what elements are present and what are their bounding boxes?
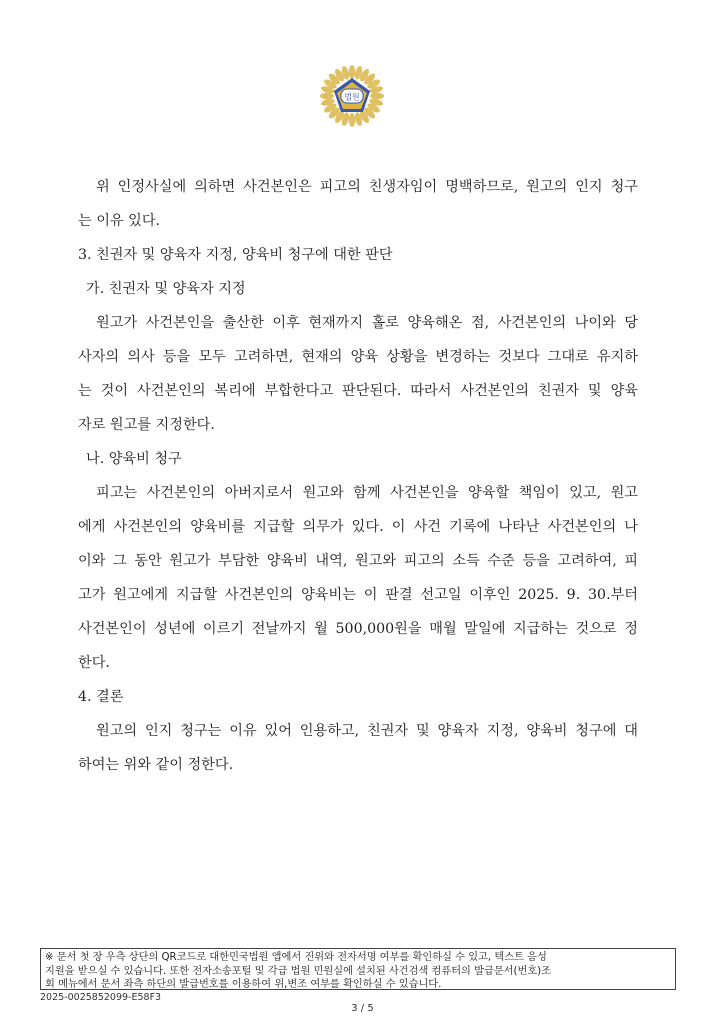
body-line: 사건본인이 성년에 이르기 전날까지 월 500,000원을 매월 말일에 지급하는 것으로 정 [78,621,638,637]
body-line: 원고의 인지 청구는 이유 있어 인용하고, 친권자 및 양육자 지정, 양육비 청구에 대 [96,723,638,739]
body-line: 자로 원고를 지정한다. [78,417,215,433]
page-number: 3 / 5 [351,1003,374,1014]
notice-line-2: 지원을 받으실 수 있습니다. 또한 전자소송포털 및 각급 법원 민원실에 설치된 사건검색 컴퓨터의 발급문서(번호)조 [45,965,551,977]
issue-number: 2025-0025852099-E58F3 [40,992,162,1003]
body-line: 가. 친권자 및 양육자 지정 [86,281,246,297]
body-line: 3. 친권자 및 양육자 지정, 양육비 청구에 대한 판단 [78,247,393,263]
body-line: 고가 원고에게 지급할 사건본인의 양육비는 이 판결 선고일 이후인 2025. 9. 30.부터 [78,587,638,603]
body-line: 이와 그 동안 원고가 부담한 양육비 내역, 원고와 피고의 소득 수준 등을 고려하여, 피 [78,553,638,569]
body-line: 는 것이 사건본인의 복리에 부합한다고 판단된다. 따라서 사건본인의 친권자 및 양육 [78,383,638,399]
body-line: 한다. [78,655,110,671]
body-line: 4. 결론 [78,689,124,705]
body-line: 위 인정사실에 의하면 사건본인은 피고의 친생자임이 명백하므로, 원고의 인지 청구 [96,179,638,195]
body-line: 나. 양육비 청구 [86,451,182,467]
notice-line-3: 회 메뉴에서 문서 좌측 하단의 발급번호를 이용하여 위,변조 여부를 확인하실 수 있습니다. [45,979,442,990]
body-line: 원고가 사건본인을 출산한 이후 현재까지 홀로 양육해온 점, 사건본인의 나이와 당 [96,315,638,331]
verification-notice-box [40,948,676,990]
court-emblem-icon [317,64,387,130]
body-line: 에게 사건본인의 양육비를 지급할 의무가 있다. 이 사건 기록에 나타난 사건본인의 나 [78,519,638,535]
body-line: 사자의 의사 등을 모두 고려하면, 현재의 양육 상황을 변경하는 것보다 그대로 유지하 [78,349,638,365]
body-line: 하여는 위와 같이 정한다. [78,757,234,773]
notice-line-1: ※ 문서 첫 장 우측 상단의 QR코드로 대한민국법원 앱에서 진위와 전자서명 여부를 확인하실 수 있고, 텍스트 음성 [45,952,547,963]
body-line: 는 이유 있다. [78,213,161,229]
body-line: 피고는 사건본인의 아버지로서 원고와 함께 사건본인을 양육할 책임이 있고, 원고 [96,485,638,501]
seal-text: 법원 [344,92,360,102]
judgment-body [78,170,638,782]
